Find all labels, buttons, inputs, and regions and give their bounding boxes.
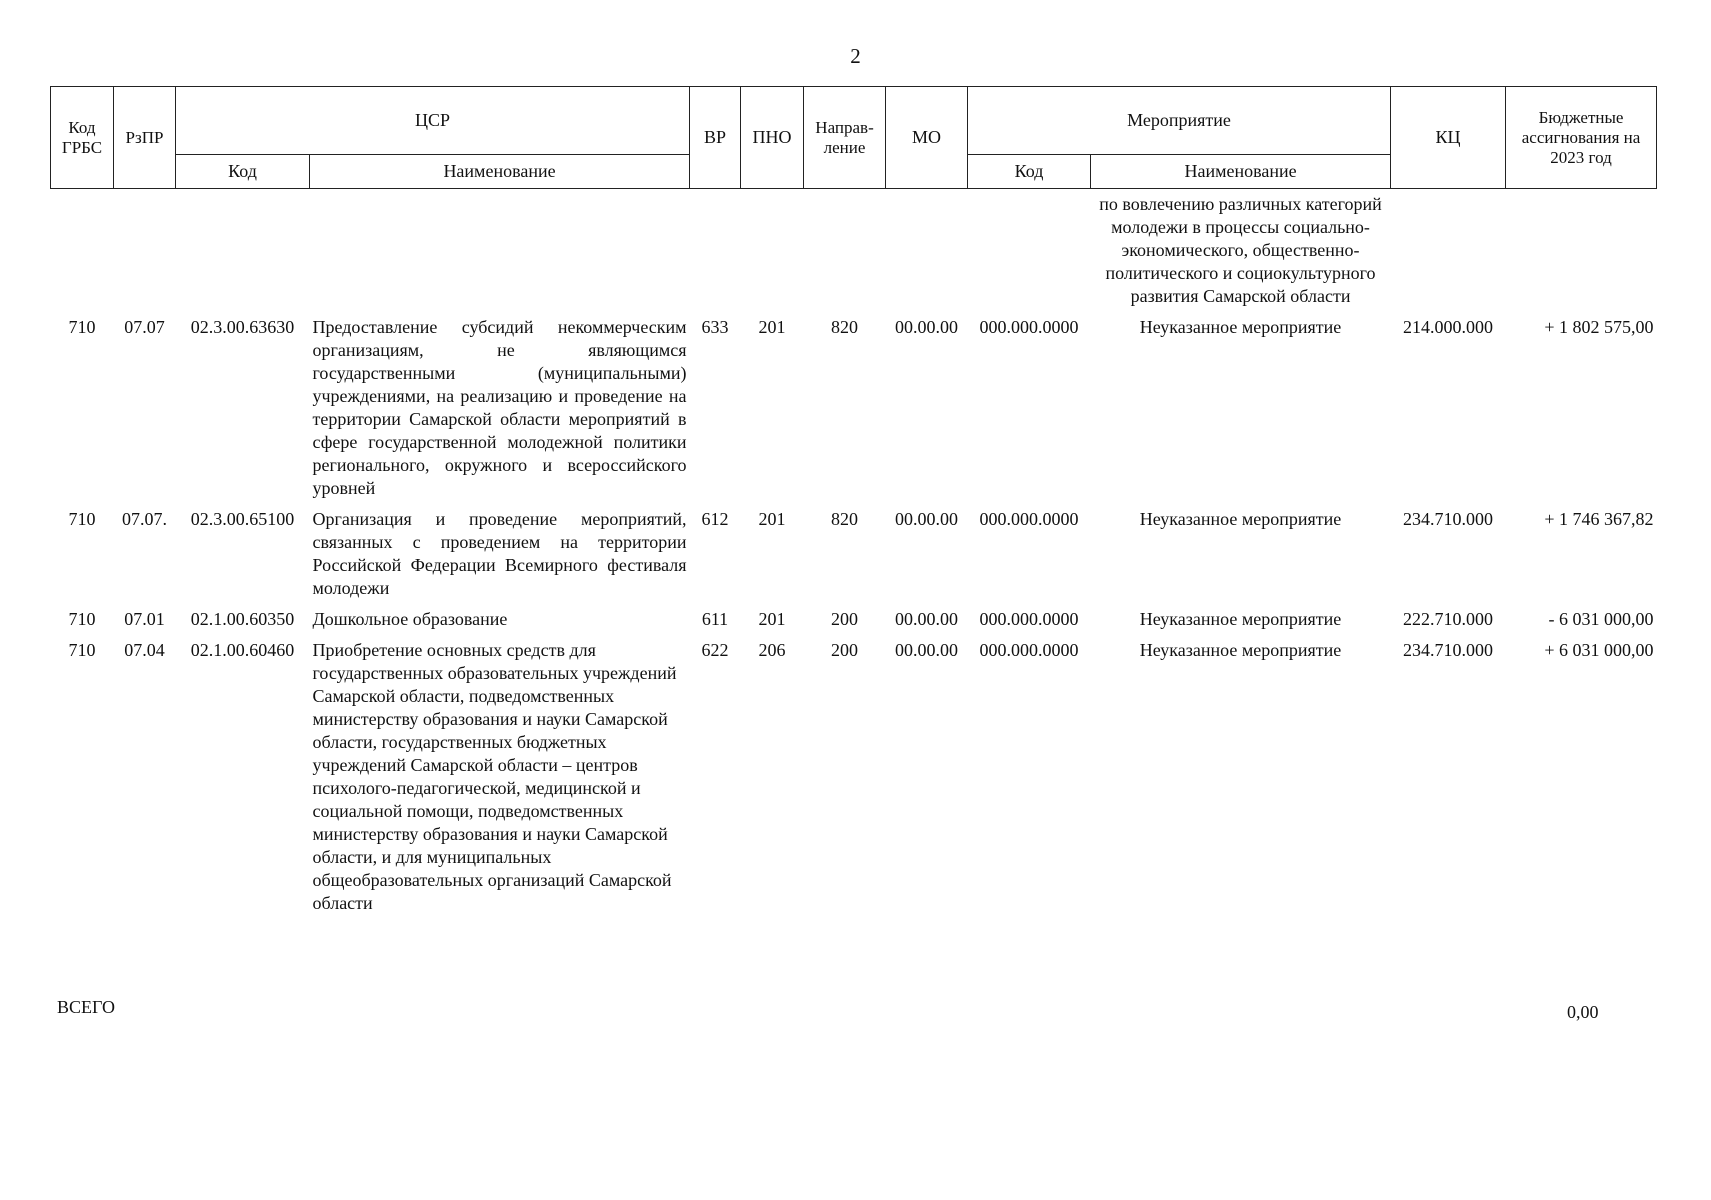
header-csr: ЦСР xyxy=(176,87,690,155)
table-header xyxy=(51,87,1657,189)
cell-event-name: Неуказанное мероприятие xyxy=(1139,317,1342,337)
budget-table xyxy=(50,86,1657,919)
cell-grbs: 710 xyxy=(68,317,96,337)
cell-event-code: 000.000.0000 xyxy=(979,509,1079,529)
header-vr: ВР xyxy=(690,87,741,189)
header-budget: Бюджетные ассигнования на 2023 год xyxy=(1506,87,1657,189)
header-kod-grbs: Код ГРБС xyxy=(51,87,114,189)
cell-csr-name: Приобретение основных средств для государственных образовательных учреждений Самарской области, подведомственных министерству образования и науки Самарской области, государственных бюджетных учреждений Самарской области – центров психолого-педагогической, медицинской и социальной помощи, подведомственных министерству образования и науки Самарской области, и для муниципальных общеобразовательных организаций Самарской области xyxy=(312,640,677,913)
header-meropriyatie: Мероприятие xyxy=(968,87,1391,155)
cell-vr: 633 xyxy=(701,317,729,337)
total-label: ВСЕГО xyxy=(57,997,115,1017)
total-value: 0,00 xyxy=(1567,1002,1599,1022)
cell-mo: 00.00.00 xyxy=(895,609,959,629)
cell-rzpr: 07.04 xyxy=(124,640,165,660)
cell-csr-name: Предоставление субсидий некоммерческим организациям, не являющимся государственными (муниципальными) учреждениями, на реализацию и проведение на территории Самарской области мероприятий в сфере государственной молодежной политики регионального, окружного и всероссийского уровней xyxy=(312,317,687,498)
cell-grbs: 710 xyxy=(68,609,96,629)
header-napravlenie: Направ-ление xyxy=(804,87,886,189)
header-pno: ПНО xyxy=(741,87,804,189)
cell-csr-code: 02.1.00.60460 xyxy=(190,640,295,660)
cell-pno: 201 xyxy=(758,509,786,529)
cell-event-code: 000.000.0000 xyxy=(979,609,1079,629)
cell-event-code: 000.000.0000 xyxy=(979,640,1079,660)
continuation-event-name: по вовлечению различных категорий молодежи в процессы социально-экономического, общественно-политического и социокультурного развития Самарской области xyxy=(1099,194,1382,306)
table-row xyxy=(51,312,1657,504)
cell-rzpr: 07.07 xyxy=(124,317,165,337)
continuation-row xyxy=(51,189,1657,313)
cell-event-name: Неуказанное мероприятие xyxy=(1139,640,1342,660)
cell-rzpr: 07.01 xyxy=(124,609,165,629)
cell-napr: 820 xyxy=(831,509,859,529)
cell-rzpr: 07.07. xyxy=(122,509,167,529)
table-row xyxy=(51,604,1657,635)
cell-amount: + 1 802 575,00 xyxy=(1544,317,1654,337)
cell-pno: 201 xyxy=(758,317,786,337)
cell-csr-name: Дошкольное образование xyxy=(312,609,508,629)
cell-amount: + 6 031 000,00 xyxy=(1544,640,1654,660)
cell-kc: 214.000.000 xyxy=(1403,317,1494,337)
header-csr-kod: Код xyxy=(176,155,310,189)
header-mer-name: Наименование xyxy=(1091,155,1391,189)
cell-event-name: Неуказанное мероприятие xyxy=(1139,609,1342,629)
cell-grbs: 710 xyxy=(68,640,96,660)
cell-csr-code: 02.3.00.63630 xyxy=(190,317,295,337)
cell-kc: 234.710.000 xyxy=(1403,509,1494,529)
cell-event-code: 000.000.0000 xyxy=(979,317,1079,337)
cell-csr-code: 02.1.00.60350 xyxy=(190,609,295,629)
table-body xyxy=(51,189,1657,920)
header-mo: МО xyxy=(886,87,968,189)
cell-amount: + 1 746 367,82 xyxy=(1544,509,1654,529)
header-mer-kod: Код xyxy=(968,155,1091,189)
cell-grbs: 710 xyxy=(68,509,96,529)
cell-pno: 206 xyxy=(758,640,786,660)
page-number: 2 xyxy=(850,44,861,68)
cell-kc: 234.710.000 xyxy=(1403,640,1494,660)
cell-vr: 612 xyxy=(701,509,729,529)
cell-event-name: Неуказанное мероприятие xyxy=(1139,509,1342,529)
cell-csr-code: 02.3.00.65100 xyxy=(190,509,295,529)
cell-csr-name: Организация и проведение мероприятий, связанных с проведением на территории Российской Федерации Всемирного фестиваля молодежи xyxy=(312,509,687,598)
cell-amount: - 6 031 000,00 xyxy=(1548,609,1654,629)
cell-vr: 622 xyxy=(701,640,729,660)
header-kc: КЦ xyxy=(1391,87,1506,189)
header-rzpr: РзПР xyxy=(114,87,176,189)
cell-napr: 820 xyxy=(831,317,859,337)
table-row xyxy=(51,635,1657,919)
cell-napr: 200 xyxy=(831,640,859,660)
header-csr-name: Наименование xyxy=(310,155,690,189)
cell-napr: 200 xyxy=(831,609,859,629)
cell-mo: 00.00.00 xyxy=(895,509,959,529)
cell-kc: 222.710.000 xyxy=(1403,609,1494,629)
cell-mo: 00.00.00 xyxy=(895,317,959,337)
cell-vr: 611 xyxy=(701,609,729,629)
cell-pno: 201 xyxy=(758,609,786,629)
table-row xyxy=(51,504,1657,604)
cell-mo: 00.00.00 xyxy=(895,640,959,660)
